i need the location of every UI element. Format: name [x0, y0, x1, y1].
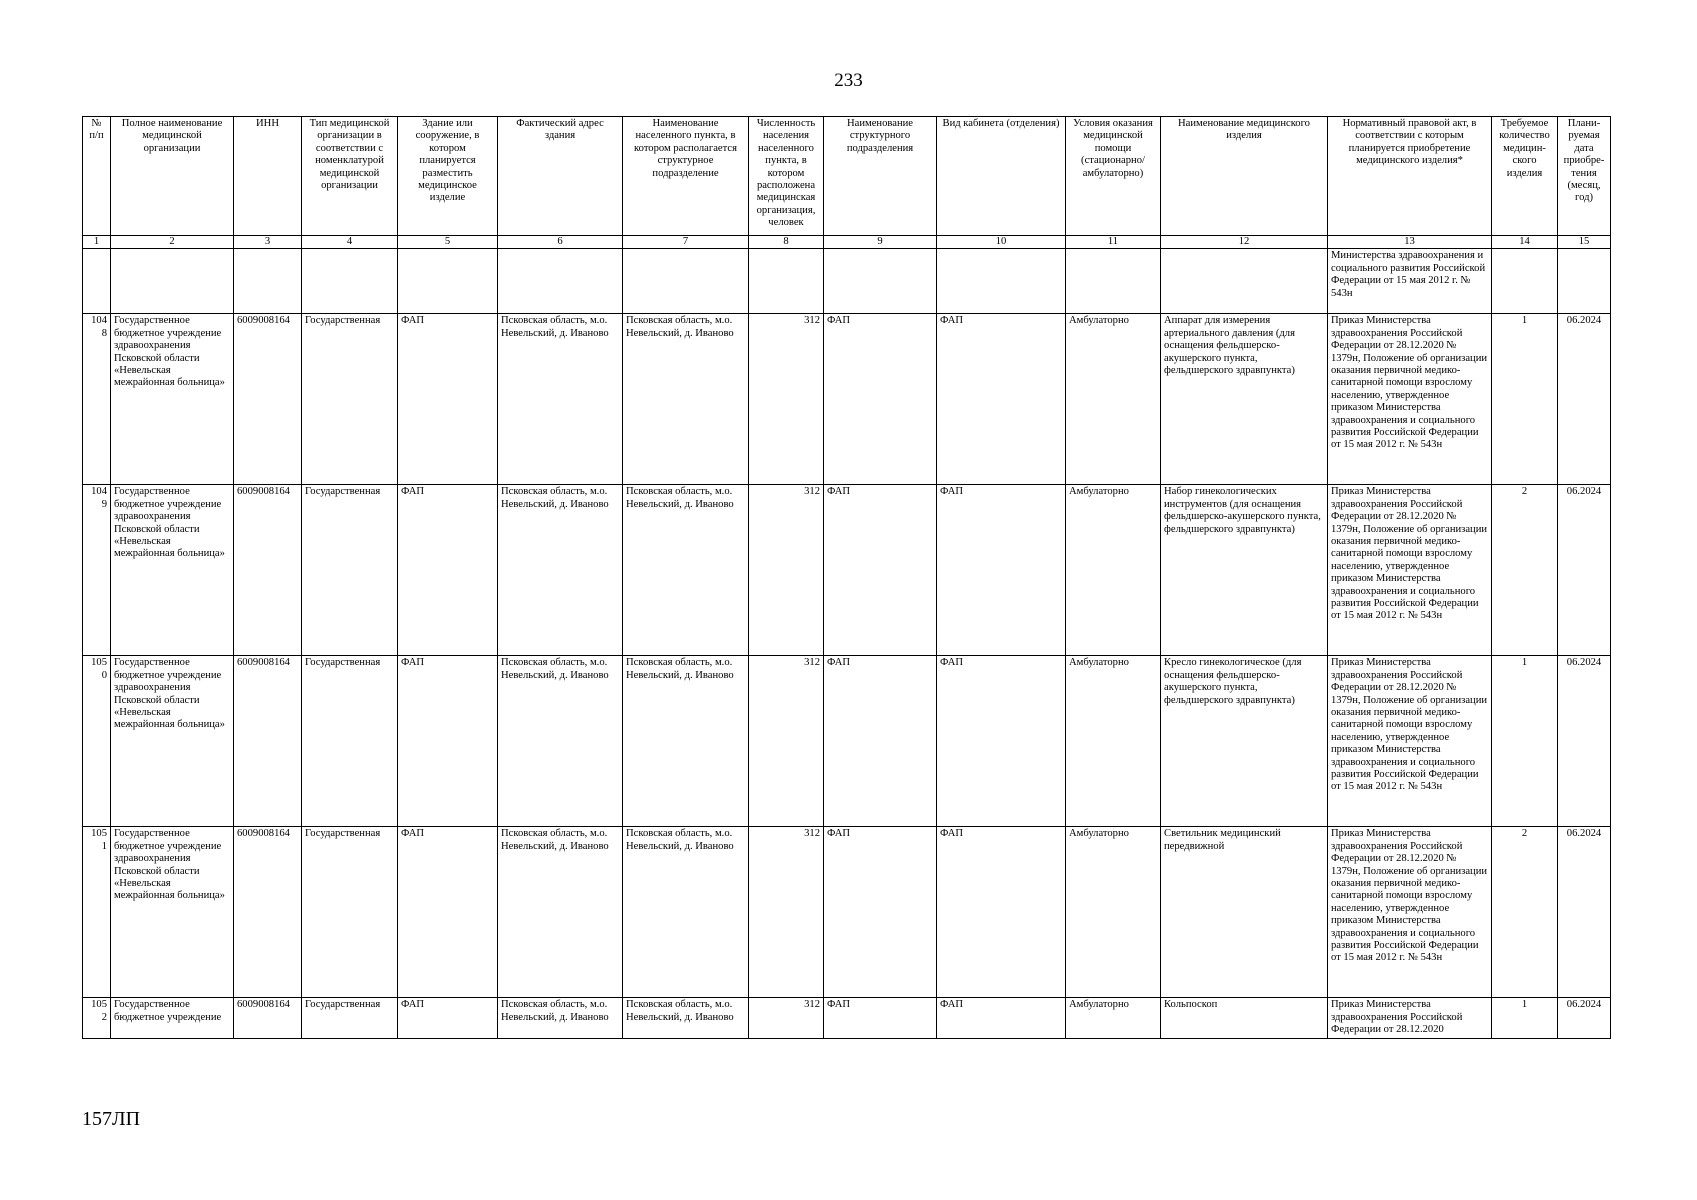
table-row	[83, 827, 1611, 998]
column-number-row	[83, 236, 1611, 249]
organization-name: Государственное бюджетное учреждение	[111, 998, 234, 1038]
actual-address: Псковская область, м.о. Невельский, д. Иваново	[498, 827, 623, 998]
column-number: 7	[623, 236, 749, 249]
cabinet-type: ФАП	[937, 998, 1066, 1038]
continued-legal-act: Министерства здравоохранения и социального развития Российской Федерации от 15 мая 2012 г. № 543н	[1328, 249, 1492, 314]
column-number: 11	[1066, 236, 1161, 249]
column-header-inn: ИНН	[234, 117, 302, 236]
table-row	[83, 656, 1611, 827]
page-number: 233	[834, 70, 863, 91]
required-quantity: 2	[1492, 485, 1558, 656]
actual-address: Псковская область, м.о. Невельский, д. Иваново	[498, 485, 623, 656]
locality-name: Псковская область, м.о. Невельский, д. Иваново	[623, 827, 749, 998]
inn-value: 6009008164	[234, 485, 302, 656]
inn-value: 6009008164	[234, 314, 302, 485]
table-row	[83, 314, 1611, 485]
column-header-org: Полное наименование медицинской организации	[111, 117, 234, 236]
planned-date: 06.2024	[1558, 827, 1611, 998]
inn-value: 6009008164	[234, 998, 302, 1038]
organization-name: Государственное бюджетное учреждение здравоохранения Псковской области «Невельская межрайонная больница»	[111, 314, 234, 485]
column-header-device: Наименование медицинского изделия	[1161, 117, 1328, 236]
actual-address: Псковская область, м.о. Невельский, д. Иваново	[498, 314, 623, 485]
column-number: 4	[302, 236, 398, 249]
column-number: 5	[398, 236, 498, 249]
table-row	[83, 998, 1611, 1038]
row-number: 1051	[83, 827, 111, 998]
inn-value: 6009008164	[234, 656, 302, 827]
structural-unit: ФАП	[824, 998, 937, 1038]
required-quantity: 1	[1492, 314, 1558, 485]
column-header-address: Фактический адрес здания	[498, 117, 623, 236]
column-number: 9	[824, 236, 937, 249]
cabinet-type: ФАП	[937, 656, 1066, 827]
column-number: 3	[234, 236, 302, 249]
cabinet-type: ФАП	[937, 485, 1066, 656]
population: 312	[749, 656, 824, 827]
population: 312	[749, 485, 824, 656]
column-header-act: Нормативный правовой акт, в соответствии с которым планируется приобретение медицинского изделия*	[1328, 117, 1492, 236]
building: ФАП	[398, 827, 498, 998]
device-name: Светильник медицинский передвижной	[1161, 827, 1328, 998]
organization-name: Государственное бюджетное учреждение здравоохранения Псковской области «Невельская межрайонная больница»	[111, 656, 234, 827]
cabinet-type: ФАП	[937, 827, 1066, 998]
organization-type: Государственная	[302, 485, 398, 656]
column-header-conditions: Условия оказания медицинской помощи (стационарно/ амбулаторно)	[1066, 117, 1161, 236]
locality-name: Псковская область, м.о. Невельский, д. Иваново	[623, 314, 749, 485]
building: ФАП	[398, 314, 498, 485]
locality-name: Псковская область, м.о. Невельский, д. Иваново	[623, 485, 749, 656]
organization-name: Государственное бюджетное учреждение здравоохранения Псковской области «Невельская межрайонная больница»	[111, 485, 234, 656]
structural-unit: ФАП	[824, 314, 937, 485]
column-number: 6	[498, 236, 623, 249]
care-conditions: Амбулаторно	[1066, 656, 1161, 827]
legal-act: Приказ Министерства здравоохранения Российской Федерации от 28.12.2020 № 1379н, Положение об организации оказания первичной медико-санитарной помощи взрослому населению, утвержденное приказом Министерства здравоохранения и социального развития Российской Федерации от 15 мая 2012 г. № 543н	[1328, 827, 1492, 998]
cabinet-type: ФАП	[937, 314, 1066, 485]
legal-act: Приказ Министерства здравоохранения Российской Федерации от 28.12.2020 № 1379н, Положение об организации оказания первичной медико-санитарной помощи взрослому населению, утвержденное приказом Министерства здравоохранения и социального развития Российской Федерации от 15 мая 2012 г. № 543н	[1328, 485, 1492, 656]
column-header-qty: Требуемое количество медицин-ского изделия	[1492, 117, 1558, 236]
device-name: Аппарат для измерения артериального давления (для оснащения фельдшерско-акушерского пункта, фельдшерского здравпункта)	[1161, 314, 1328, 485]
column-header-cabinet: Вид кабинета (отделения)	[937, 117, 1066, 236]
locality-name: Псковская область, м.о. Невельский, д. Иваново	[623, 998, 749, 1038]
population: 312	[749, 827, 824, 998]
population: 312	[749, 314, 824, 485]
inn-value: 6009008164	[234, 827, 302, 998]
column-number: 15	[1558, 236, 1611, 249]
column-header-locality: Наименование населенного пункта, в котором располагается структурное подразделение	[623, 117, 749, 236]
required-quantity: 1	[1492, 656, 1558, 827]
column-header-building: Здание или сооружение, в котором планируется разместить медицинское изделие	[398, 117, 498, 236]
planned-date: 06.2024	[1558, 485, 1611, 656]
device-name: Набор гинекологических инструментов (для оснащения фельдшерско-акушерского пункта, фельдшерского здравпункта)	[1161, 485, 1328, 656]
row-number: 1050	[83, 656, 111, 827]
row-number: 1049	[83, 485, 111, 656]
organization-type: Государственная	[302, 314, 398, 485]
required-quantity: 1	[1492, 998, 1558, 1038]
structural-unit: ФАП	[824, 485, 937, 656]
column-header-num: № п/п	[83, 117, 111, 236]
row-number: 1052	[83, 998, 111, 1038]
organization-type: Государственная	[302, 656, 398, 827]
structural-unit: ФАП	[824, 656, 937, 827]
column-number: 1	[83, 236, 111, 249]
care-conditions: Амбулаторно	[1066, 998, 1161, 1038]
device-name: Кольпоскоп	[1161, 998, 1328, 1038]
planned-date: 06.2024	[1558, 998, 1611, 1038]
population: 312	[749, 998, 824, 1038]
column-number: 2	[111, 236, 234, 249]
table-row	[83, 485, 1611, 656]
column-number: 10	[937, 236, 1066, 249]
column-header-population: Численность населения населенного пункта, в котором расположена медицинская организация, человек	[749, 117, 824, 236]
footer-code: 157ЛП	[82, 1108, 141, 1130]
continuation-row	[83, 249, 1611, 314]
building: ФАП	[398, 656, 498, 827]
required-quantity: 2	[1492, 827, 1558, 998]
column-header-date: Плани-руемая дата приобре-тения (месяц, год)	[1558, 117, 1611, 236]
column-number: 14	[1492, 236, 1558, 249]
legal-act: Приказ Министерства здравоохранения Российской Федерации от 28.12.2020 № 1379н, Положение об организации оказания первичной медико-санитарной помощи взрослому населению, утвержденное приказом Министерства здравоохранения и социального развития Российской Федерации от 15 мая 2012 г. № 543н	[1328, 314, 1492, 485]
column-number: 8	[749, 236, 824, 249]
organization-name: Государственное бюджетное учреждение здравоохранения Псковской области «Невельская межрайонная больница»	[111, 827, 234, 998]
legal-act: Приказ Министерства здравоохранения Российской Федерации от 28.12.2020	[1328, 998, 1492, 1038]
care-conditions: Амбулаторно	[1066, 314, 1161, 485]
care-conditions: Амбулаторно	[1066, 827, 1161, 998]
column-number: 12	[1161, 236, 1328, 249]
locality-name: Псковская область, м.о. Невельский, д. Иваново	[623, 656, 749, 827]
building: ФАП	[398, 485, 498, 656]
organization-type: Государственная	[302, 998, 398, 1038]
organization-type: Государственная	[302, 827, 398, 998]
care-conditions: Амбулаторно	[1066, 485, 1161, 656]
table-header-row	[83, 117, 1611, 236]
row-number: 1048	[83, 314, 111, 485]
planned-date: 06.2024	[1558, 656, 1611, 827]
structural-unit: ФАП	[824, 827, 937, 998]
column-header-unit: Наименование структурного подразделения	[824, 117, 937, 236]
actual-address: Псковская область, м.о. Невельский, д. Иваново	[498, 998, 623, 1038]
device-name: Кресло гинекологическое (для оснащения фельдшерско-акушерского пункта, фельдшерского здравпункта)	[1161, 656, 1328, 827]
equipment-table	[82, 116, 1611, 1039]
column-header-type: Тип медицинской организации в соответствии с номенклатурой медицинской организации	[302, 117, 398, 236]
planned-date: 06.2024	[1558, 314, 1611, 485]
legal-act: Приказ Министерства здравоохранения Российской Федерации от 28.12.2020 № 1379н, Положение об организации оказания первичной медико-санитарной помощи взрослому населению, утвержденное приказом Министерства здравоохранения и социального развития Российской Федерации от 15 мая 2012 г. № 543н	[1328, 656, 1492, 827]
building: ФАП	[398, 998, 498, 1038]
actual-address: Псковская область, м.о. Невельский, д. Иваново	[498, 656, 623, 827]
column-number: 13	[1328, 236, 1492, 249]
